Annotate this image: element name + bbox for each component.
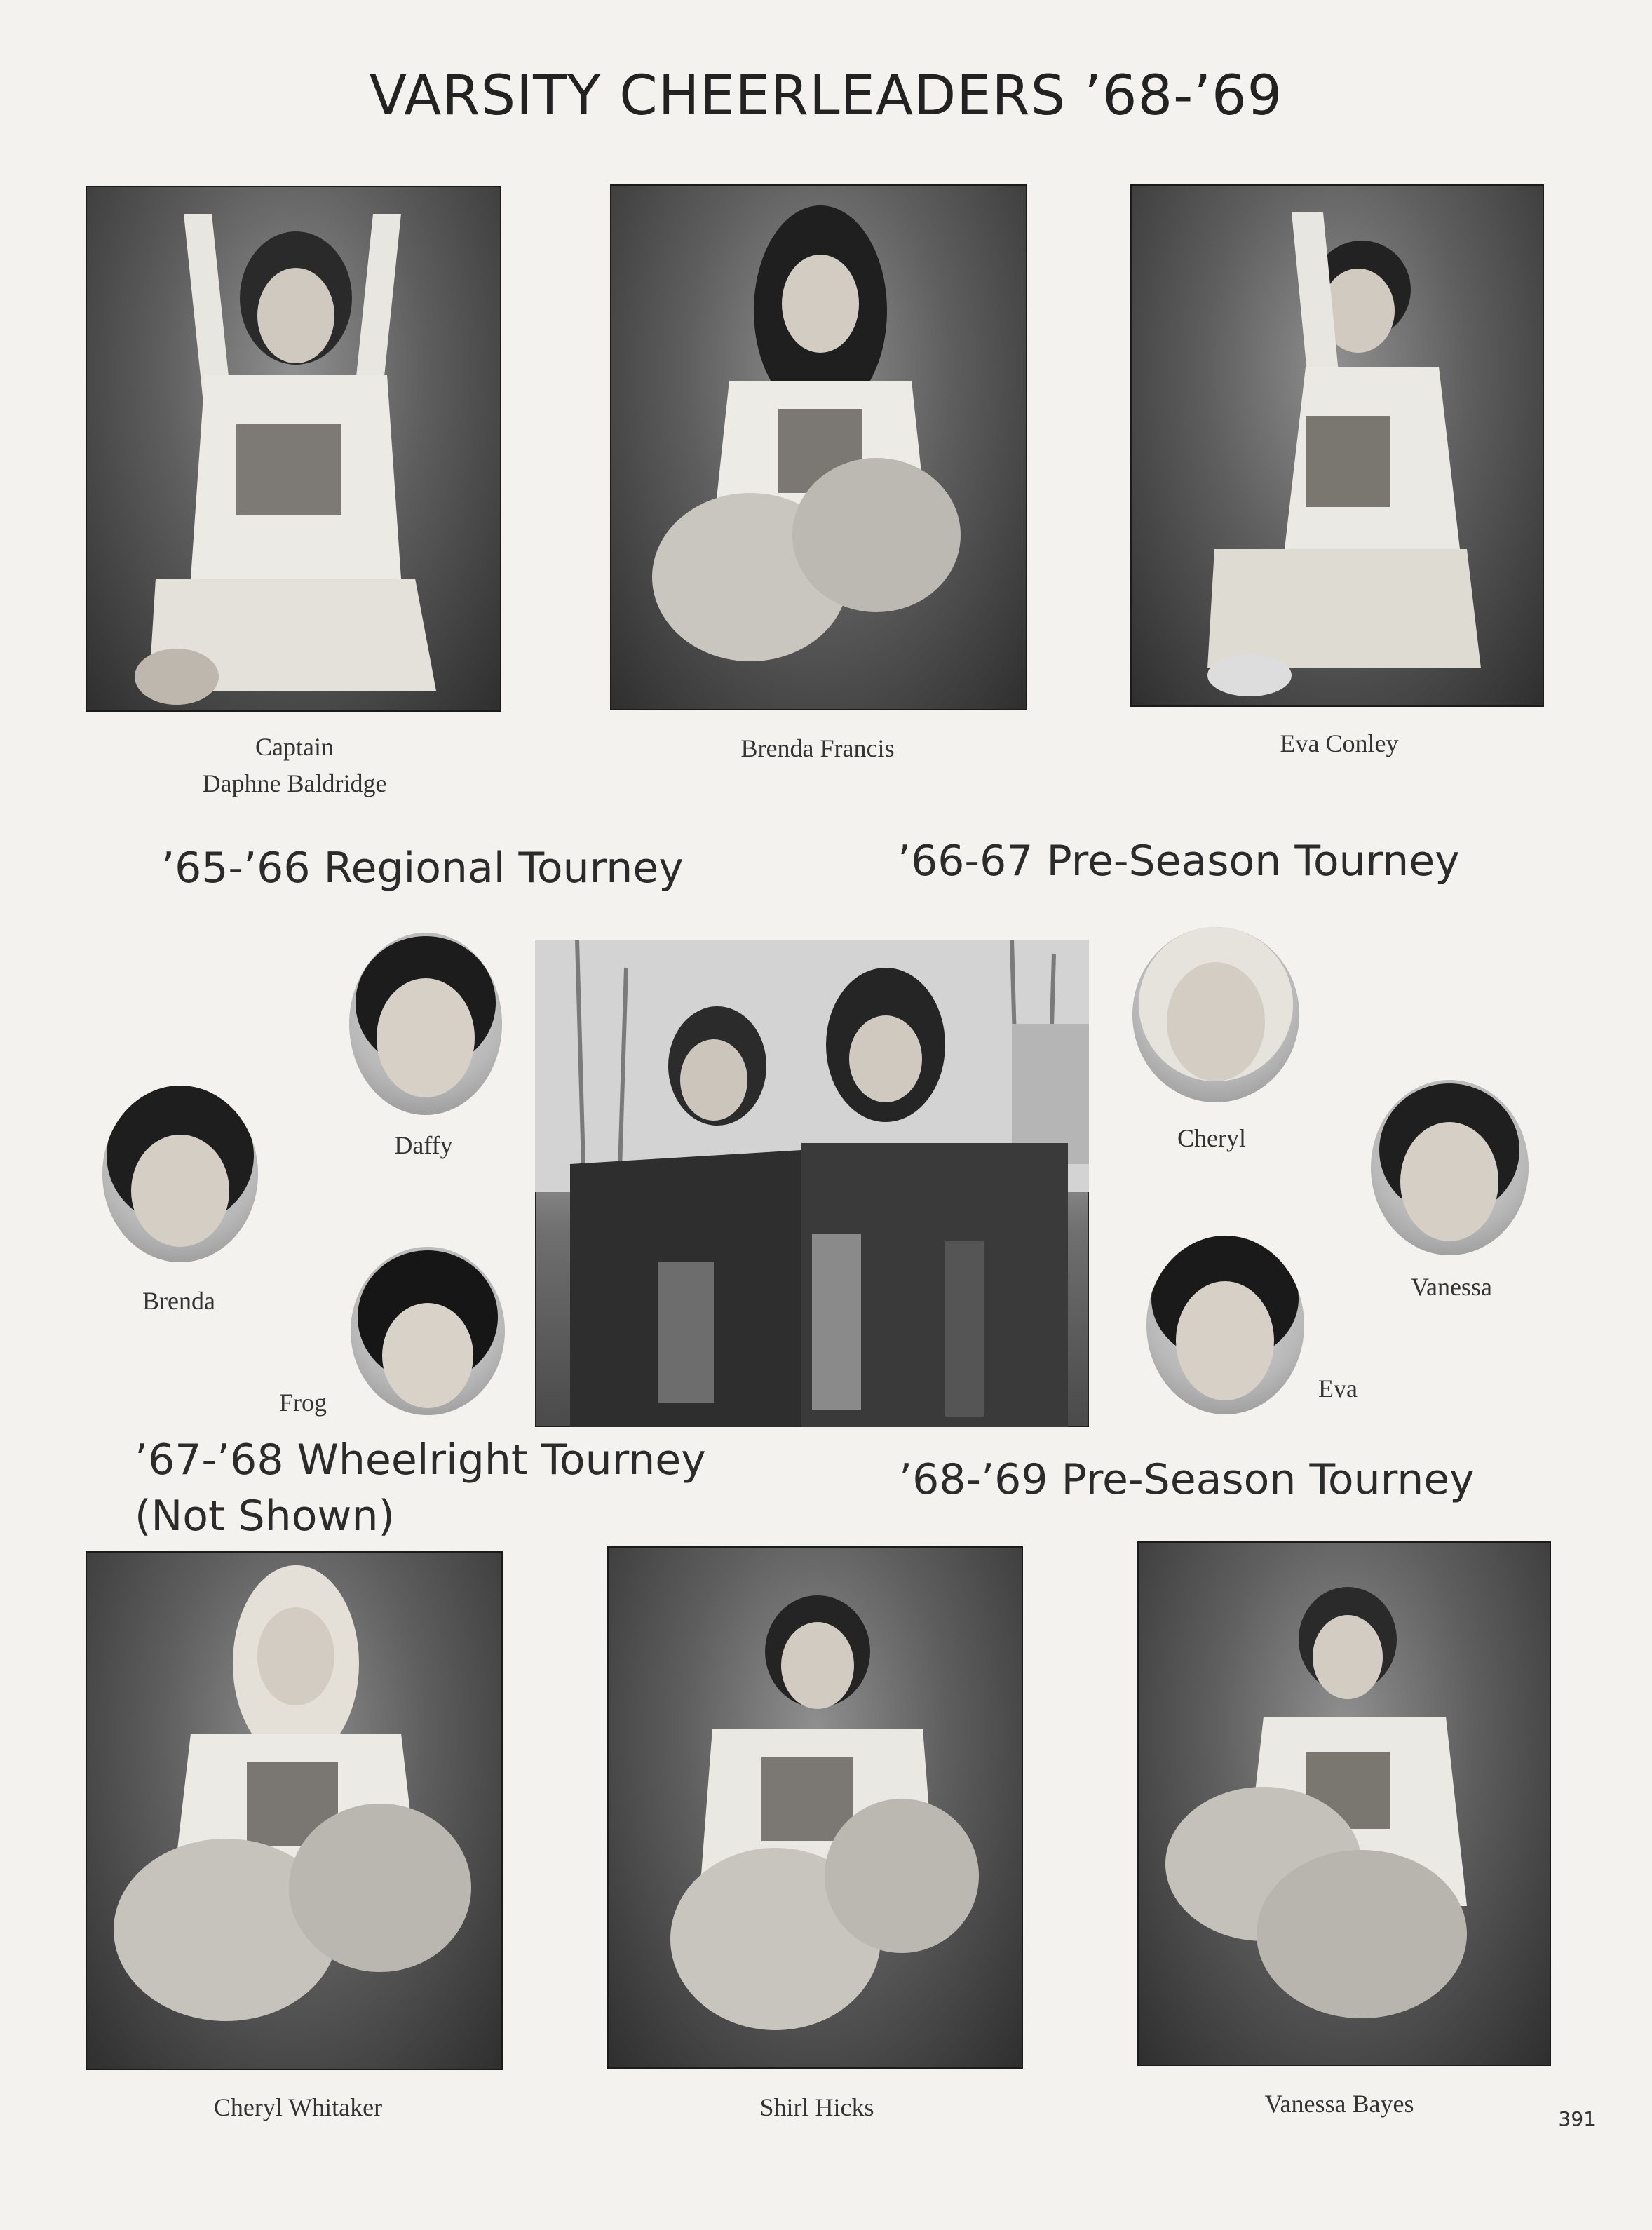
trophy-group-photo xyxy=(535,940,1089,1427)
heading-not-shown: (Not Shown) xyxy=(135,1492,395,1541)
caption-vanessa-bayes: Vanessa Bayes xyxy=(1264,2090,1414,2118)
cheerleader-photo-eva-conley xyxy=(1130,184,1544,707)
heading-66-67-pre-season-tourney: ’66-67 Pre-Season Tourney xyxy=(898,837,1460,886)
caption-brenda: Brenda xyxy=(142,1287,215,1315)
cheerleader-photo-brenda-francis xyxy=(610,184,1027,710)
portrait-cheryl xyxy=(1132,927,1299,1102)
caption-eva: Eva xyxy=(1318,1374,1358,1403)
cheerleader-photo-cheryl-whitaker xyxy=(86,1551,503,2070)
caption-vanessa: Vanessa xyxy=(1411,1273,1492,1301)
heading-65-66-regional-tourney: ’65-’66 Regional Tourney xyxy=(161,844,684,893)
caption-daphne-name: Daphne Baldridge xyxy=(202,769,387,797)
caption-shirl-hicks: Shirl Hicks xyxy=(759,2093,874,2121)
caption-daphne-baldridge xyxy=(189,766,400,801)
caption-brenda-francis: Brenda Francis xyxy=(740,734,895,762)
caption-captain-title: Captain xyxy=(255,733,334,761)
page-number: 391 xyxy=(1558,2107,1596,2130)
caption-daffy: Daffy xyxy=(394,1131,453,1159)
cheerleader-photo-shirl-hicks xyxy=(607,1546,1023,2069)
page-title: VARSITY CHEERLEADERS ’68-’69 xyxy=(369,65,1283,128)
caption-frog: Frog xyxy=(278,1388,327,1417)
cheerleader-photo-vanessa-bayes xyxy=(1137,1541,1551,2066)
caption-cheryl-whitaker: Cheryl Whitaker xyxy=(213,2093,383,2121)
heading-68-69-pre-season-tourney: ’68-’69 Pre-Season Tourney xyxy=(899,1455,1475,1504)
caption-captain xyxy=(224,729,365,764)
portrait-brenda xyxy=(102,1086,258,1262)
portrait-vanessa xyxy=(1371,1080,1529,1255)
caption-eva-conley: Eva Conley xyxy=(1280,729,1399,757)
caption-cheryl: Cheryl xyxy=(1177,1124,1246,1152)
cheerleader-photo-captain xyxy=(86,186,501,712)
portrait-daffy xyxy=(349,933,502,1115)
portrait-frog xyxy=(351,1247,505,1415)
heading-67-68-wheelright-tourney: ’67-’68 Wheelright Tourney xyxy=(135,1435,706,1485)
